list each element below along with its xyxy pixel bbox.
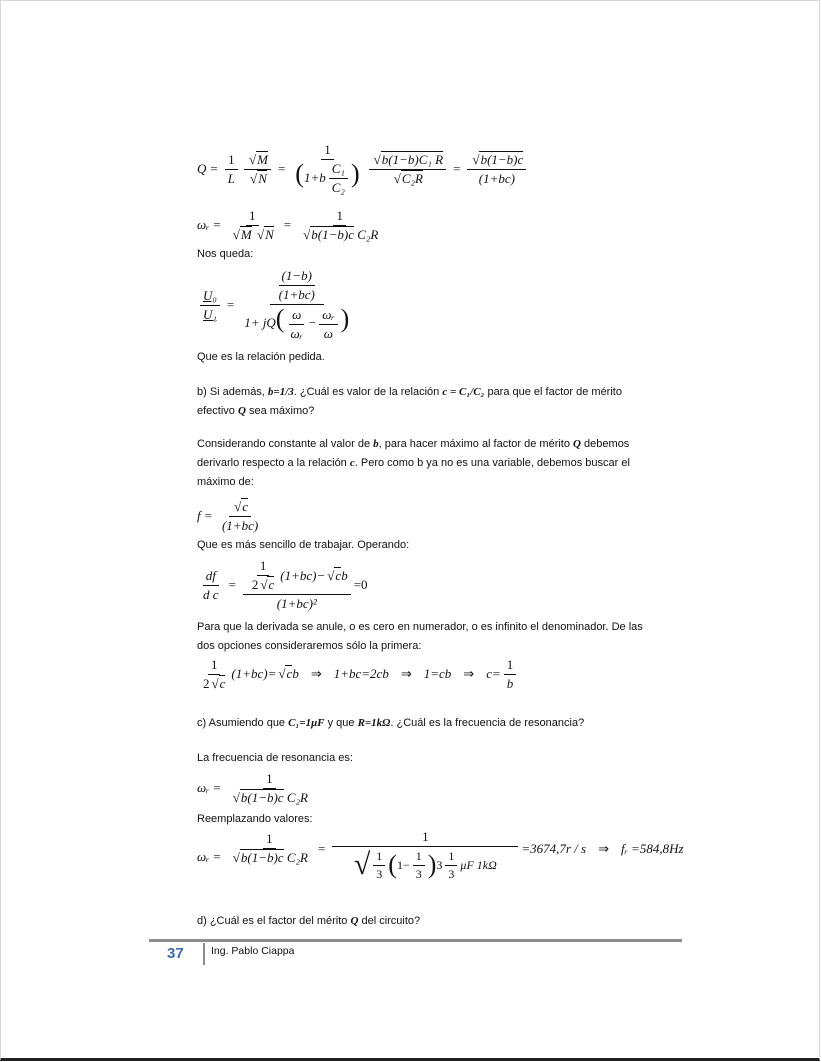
eq-text: (1+bc)= — [231, 666, 277, 681]
eq-text: c= — [486, 666, 501, 681]
eq-text: b — [506, 675, 514, 691]
text: sea máximo? — [245, 405, 315, 417]
text-reemplazando: Reemplazando valores: — [197, 813, 313, 825]
eq-text: = — [210, 161, 218, 176]
eq-text: μF 1kΩ — [460, 857, 497, 872]
equation-q: Q = $\frac{1}{L}$ √ M √ N = 1 (1+b $\frac{\text{C₁}}{\text{C₂}}$ ) √ b(1−b)C₁ R √ C₂R = √ $\frac{b(1-b)c}{(1+bc)}$ — [197, 134, 529, 204]
text: Q — [350, 915, 359, 927]
text: c = C₁/C₂ — [442, 386, 485, 398]
fraction — [467, 152, 526, 187]
eq-text: (1−b) — [279, 268, 315, 286]
equation-omega-r: ωᵣ = 1 √ M √ N = 1 √ b(1−b)c C₂R — [197, 204, 384, 246]
text: c) Asumiendo que — [197, 717, 289, 729]
footer-separator — [203, 943, 205, 965]
footer-author: Ing. Pablo Ciappa — [211, 945, 295, 957]
equation-derivative: $\frac{df}{\text{d c}}$ = $\frac{1}{2√ c}$ (1+bc)− √ c b (1+bc)² =0 — [197, 555, 368, 615]
eq-text: df — [203, 568, 219, 586]
text: efectivo — [197, 405, 238, 417]
fraction — [243, 558, 351, 612]
eq-text: d c — [203, 586, 219, 602]
text: y que — [324, 717, 358, 729]
fraction — [298, 208, 381, 243]
text: b=1/3 — [267, 386, 294, 398]
text: debemos — [581, 438, 630, 450]
eq-text: 1 — [257, 558, 270, 576]
fraction — [225, 152, 238, 187]
paragraph-para: Para que la derivada se anule, o es cero en numerador, o es infinito el denominador. De las — [197, 621, 643, 633]
eq-text: U₀ — [200, 288, 220, 306]
question-b-line2 — [197, 402, 314, 421]
text: R=1kΩ — [357, 717, 391, 729]
text: . Pero como b ya no es una variable, debemos buscar el — [354, 457, 630, 469]
eq-text: 2 — [203, 675, 210, 691]
equation-f: f = √ $\frac{c}{(1+bc)}$ — [197, 496, 264, 536]
eq-text: 1 — [504, 657, 517, 675]
eq-text: √ c — [267, 576, 274, 592]
eq-text: 3 — [415, 866, 422, 881]
result-frequency: fᵣ =584,8Hz — [620, 841, 684, 856]
fraction — [219, 499, 261, 534]
eq-text: ωᵣ — [197, 780, 210, 795]
fraction — [200, 657, 228, 692]
eq-text: (1+bc)− — [280, 567, 326, 583]
eq-text: √ C₂R — [401, 170, 423, 186]
eq-text: 3 — [436, 857, 443, 872]
eq-text: C₁ — [329, 161, 348, 179]
paragraph-considerando-2 — [197, 454, 630, 473]
text-sencillo: Que es más sencillo de trabajar. Operando: — [197, 539, 410, 551]
eq-text: √ M — [256, 151, 268, 167]
eq-text: b — [292, 666, 299, 681]
eq-text: √ b(1−b)C₁ R — [381, 151, 443, 167]
fraction — [228, 771, 311, 806]
text: , para hacer máximo al factor de mérito — [378, 438, 574, 450]
text: c — [349, 457, 355, 469]
eq-text: L — [227, 170, 235, 186]
eq-text: √ c — [219, 675, 226, 691]
eq-text: (1+bc) — [478, 170, 515, 186]
question-c — [197, 714, 584, 733]
text: C₁=1μF — [288, 717, 325, 729]
eq-text: (1+bc)² — [276, 596, 317, 611]
eq-text: 1 — [333, 208, 346, 226]
text: del circuito? — [358, 915, 421, 927]
text: derivarlo respecto a la relación — [197, 457, 350, 469]
text: Q — [573, 438, 581, 450]
eq-text: ω — [289, 307, 304, 325]
fraction: $\frac{(1-b)}{(1+bc)}$ 1+ jQ( $\frac{\omega}{\text{ωᵣ}}$ − $\frac{\text{ωᵣ}}{\omega}$ ) — [244, 268, 350, 341]
eq-text: f — [197, 508, 201, 523]
eq-text: − — [308, 315, 317, 331]
eq-text: 1+b — [303, 169, 326, 185]
eq-text: √ N — [257, 170, 267, 186]
eq-text: C₂R — [357, 226, 379, 242]
question-b — [197, 383, 622, 402]
eq-text: 1=cb — [423, 666, 452, 681]
eq-text: √ b(1−b)c — [240, 789, 284, 805]
equation-transfer: $\frac{\text{U₀}}{\text{U₁}}$ = $\frac{(1-b)}{(1+bc)}$ 1+ jQ( $\frac{\omega}{\text{ωᵣ}}$ − $\frac{\text{ωᵣ}}{\omega}$ ) — [197, 264, 355, 346]
eq-text: 1 — [413, 849, 425, 866]
fraction — [200, 568, 222, 603]
eq-text: 1− — [396, 857, 410, 872]
text: para que el factor de mérito — [484, 386, 622, 398]
eq-text: 1 — [321, 142, 334, 160]
implies-symbol: ⇒ — [463, 666, 475, 681]
eq-text: √ M — [240, 226, 252, 242]
eq-text: √ b(1−b)c — [310, 226, 354, 242]
eq-text: 2 — [251, 577, 259, 592]
text: b) Si además, — [197, 386, 268, 398]
fraction: 1 √ $\frac{1}{3}$ ( 1− $\frac{1}{3}$ ) 3 $\frac{1}{3}$ μF 1kΩ — [332, 829, 518, 882]
fraction: 1 (1+b $\frac{\text{C₁}}{\text{C₂}}$ ) — [295, 141, 360, 196]
eq-text: 1 — [263, 771, 276, 789]
equation-omega-r-2: ωᵣ = 1 √ b(1−b)c C₂R — [197, 767, 314, 809]
eq-text: 1+bc=2cb — [333, 666, 389, 681]
eq-text: √ c — [241, 498, 248, 514]
eq-text: √ c — [285, 665, 292, 681]
text: . ¿Cuál es la frecuencia de resonancia? — [390, 717, 585, 729]
eq-text: (1+bc) — [221, 517, 259, 533]
text-nos-queda: Nos queda: — [197, 248, 254, 260]
eq-text: 1 — [445, 849, 457, 866]
eq-text: 1 — [208, 657, 221, 675]
paragraph-considerando-3: máximo de: — [197, 476, 254, 488]
eq-text: 1 — [263, 831, 276, 849]
eq-text: U₁ — [203, 306, 217, 322]
implies-symbol: ⇒ — [400, 666, 412, 681]
paragraph-considerando — [197, 435, 629, 454]
eq-text: ωᵣ — [290, 325, 303, 341]
text: Considerando constante al valor de — [197, 438, 374, 450]
fraction — [369, 152, 446, 187]
eq-text: √ N — [264, 226, 274, 242]
eq-text: √ c — [334, 567, 341, 583]
text: b — [373, 438, 379, 450]
eq-text: (1+bc) — [278, 287, 315, 303]
eq-text: ω — [323, 325, 333, 341]
eq-text: C₂ — [331, 180, 345, 196]
eq-text: 1 — [246, 208, 259, 226]
eq-text: 3 — [376, 866, 383, 881]
eq-text: 1+ jQ — [244, 315, 276, 331]
question-d — [197, 912, 420, 931]
text: d) ¿Cuál es el factor del mérito — [197, 915, 351, 927]
text-relacion-pedida: Que es la relación pedida. — [197, 351, 325, 363]
eq-text: b — [341, 567, 348, 583]
page-number: 37 — [167, 945, 184, 962]
eq-text: ωᵣ — [319, 307, 337, 325]
equation-omega-r-values: ωᵣ = 1 √ b(1−b)c C₂R = 1 √ $\frac{1}{3}$ ( 1− $\frac{1}{3}$ ) 3 $\frac{1}{3}$ μF 1kΩ =3674,7r / s ⇒ fᵣ =584,8Hz — [197, 829, 684, 885]
fraction — [228, 831, 311, 866]
footer-divider — [149, 939, 682, 942]
implies-symbol: ⇒ — [310, 666, 322, 681]
eq-text: Q — [197, 161, 207, 176]
fraction — [244, 152, 271, 187]
text: . ¿Cuál es valor de la relación — [293, 386, 443, 398]
eq-text: √ b(1−b)c — [479, 151, 523, 167]
text: Q — [237, 405, 246, 417]
eq-text: 1 — [373, 849, 385, 866]
eq-text: ωᵣ — [197, 217, 210, 232]
fraction — [504, 657, 517, 692]
eq-text: ωᵣ — [197, 849, 210, 864]
implies-symbol: ⇒ — [598, 841, 609, 856]
fraction — [200, 288, 220, 323]
eq-text: C₂R — [286, 789, 308, 805]
eq-text: √ b(1−b)c — [240, 849, 284, 865]
eq-text: 1 — [225, 152, 238, 170]
text-la-frecuencia: La frecuencia de resonancia es: — [197, 752, 353, 764]
eq-text: 3 — [448, 866, 455, 881]
eq-text: 1 — [332, 829, 518, 847]
eq-text: C₂R — [286, 850, 308, 865]
result-omega: =3674,7r / s — [521, 841, 587, 856]
eq-text: =0 — [353, 577, 368, 592]
paragraph-para-2: dos opciones consideraremos sólo la primera: — [197, 640, 422, 652]
fraction — [228, 208, 277, 243]
equation-chain — [197, 655, 519, 693]
